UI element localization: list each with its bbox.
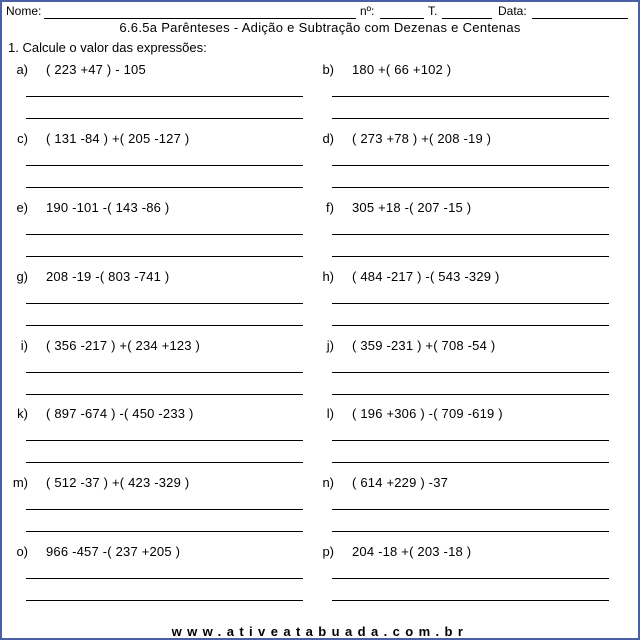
exercise-letter: g) [16,269,28,284]
worksheet-title: 6.6.5a Parênteses - Adição e Subtração com Dezenas e Centenas [119,20,521,35]
answer-line[interactable] [26,187,303,188]
exercise-letter: p) [322,544,334,559]
answer-line[interactable] [332,394,609,395]
exercise-expression: 204 -18 +( 203 -18 ) [352,544,472,559]
exercise-letter: k) [17,406,28,421]
exercise-letter: c) [17,131,28,146]
answer-line[interactable] [332,187,609,188]
exercise-f [312,200,612,268]
exercise-letter: o) [16,544,28,559]
exercise-expression: ( 897 -674 ) -( 450 -233 ) [46,406,194,421]
date-label: Data: [498,4,527,18]
answer-line[interactable] [332,165,609,166]
exercise-expression: ( 356 -217 ) +( 234 +123 ) [46,338,201,353]
exercise-l [312,406,612,474]
exercise-g [6,269,306,337]
exercise-e [6,200,306,268]
student-info-header [6,4,634,20]
exercise-b [312,62,612,130]
class-field-line[interactable] [442,18,492,19]
answer-line[interactable] [26,234,303,235]
exercise-h [312,269,612,337]
answer-line[interactable] [26,600,303,601]
exercise-i [6,338,306,406]
exercise-letter: h) [322,269,334,284]
exercise-letter: b) [322,62,334,77]
answer-line[interactable] [26,256,303,257]
exercise-a [6,62,306,130]
name-field-line[interactable] [44,18,356,19]
exercise-letter: a) [16,62,28,77]
exercise-expression: ( 273 +78 ) +( 208 -19 ) [352,131,492,146]
instruction-text: 1. Calcule o valor das expressões: [8,40,207,55]
answer-line[interactable] [332,440,609,441]
exercise-letter: f) [326,200,334,215]
answer-line[interactable] [332,600,609,601]
answer-line[interactable] [26,303,303,304]
name-label: Nome: [6,4,42,18]
answer-line[interactable] [26,96,303,97]
answer-line[interactable] [26,372,303,373]
exercise-expression: ( 223 +47 ) - 105 [46,62,146,77]
exercise-m [6,475,306,543]
exercise-expression: ( 614 +229 ) -37 [352,475,449,490]
exercise-expression: ( 512 -37 ) +( 423 -329 ) [46,475,190,490]
exercise-letter: n) [322,475,334,490]
exercise-expression: 180 +( 66 +102 ) [352,62,452,77]
exercise-expression: ( 196 +306 ) -( 709 -619 ) [352,406,503,421]
answer-line[interactable] [26,118,303,119]
answer-line[interactable] [332,578,609,579]
date-field-line[interactable] [532,18,628,19]
website-footer: www.ativeatabuada.com.br [171,624,469,639]
exercise-letter: l) [326,406,334,421]
class-label: T. [428,4,438,18]
answer-line[interactable] [26,578,303,579]
exercise-expression: ( 359 -231 ) +( 708 -54 ) [352,338,496,353]
answer-line[interactable] [26,325,303,326]
exercise-letter: e) [16,200,28,215]
exercise-c [6,131,306,199]
exercise-d [312,131,612,199]
exercise-expression: 208 -19 -( 803 -741 ) [46,269,170,284]
exercise-j [312,338,612,406]
exercise-n [312,475,612,543]
exercise-expression: 305 +18 -( 207 -15 ) [352,200,472,215]
exercise-p [312,544,612,612]
answer-line[interactable] [332,303,609,304]
answer-line[interactable] [332,118,609,119]
exercise-expression: 966 -457 -( 237 +205 ) [46,544,181,559]
exercise-o [6,544,306,612]
answer-line[interactable] [332,462,609,463]
answer-line[interactable] [332,234,609,235]
answer-line[interactable] [26,394,303,395]
exercise-k [6,406,306,474]
exercise-expression: ( 484 -217 ) -( 543 -329 ) [352,269,500,284]
answer-line[interactable] [332,96,609,97]
answer-line[interactable] [26,509,303,510]
exercise-expression: 190 -101 -( 143 -86 ) [46,200,170,215]
answer-line[interactable] [332,325,609,326]
exercise-expression: ( 131 -84 ) +( 205 -127 ) [46,131,190,146]
answer-line[interactable] [26,165,303,166]
answer-line[interactable] [26,462,303,463]
number-label: nº: [360,4,375,18]
exercise-letter: m) [12,475,28,490]
answer-line[interactable] [26,531,303,532]
answer-line[interactable] [332,531,609,532]
answer-line[interactable] [332,509,609,510]
exercise-letter: i) [20,338,28,353]
answer-line[interactable] [26,440,303,441]
number-field-line[interactable] [380,18,424,19]
answer-line[interactable] [332,372,609,373]
exercise-letter: d) [322,131,334,146]
answer-line[interactable] [332,256,609,257]
exercise-letter: j) [326,338,334,353]
